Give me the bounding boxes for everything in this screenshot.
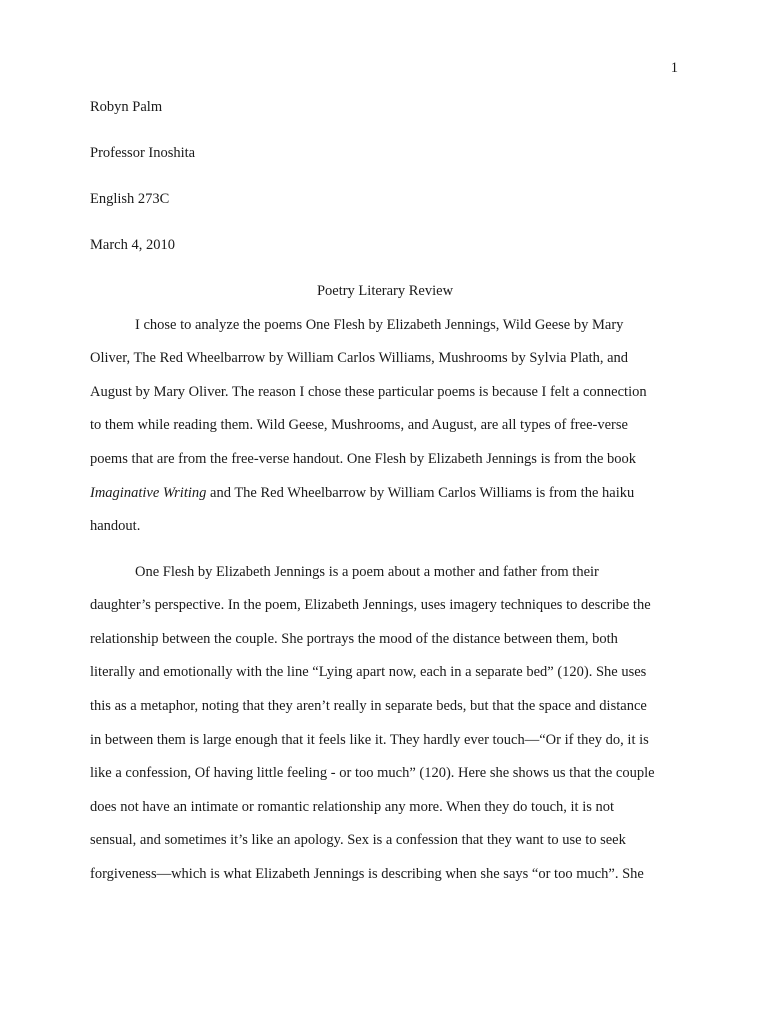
- document-title: Poetry Literary Review: [316, 282, 454, 299]
- paragraph-line: sensual, and sometimes it’s like an apology. Sex is a confession that they want to use to seek: [90, 832, 626, 849]
- paragraph-line: Oliver, The Red Wheelbarrow by William Carlos Williams, Mushrooms by Sylvia Plath, and: [90, 350, 629, 367]
- paragraph-spacing: [90, 544, 680, 556]
- paragraph-line: to them while reading them. Wild Geese, Mushrooms, and August, are all types of free-verse: [90, 417, 628, 434]
- author-name: Robyn Palm: [90, 99, 163, 115]
- course-name: English 273C: [90, 190, 170, 207]
- paragraph-line: relationship between the couple. She portrays the mood of the distance between them, both: [90, 630, 618, 647]
- paragraph-line: forgiveness—which is what Elizabeth Jennings is describing when she says “or too much”. She: [90, 866, 644, 883]
- book-title-italic: Imaginative Writing: [90, 484, 207, 501]
- paragraph-line: in between them is large enough that it feels like it. They hardly ever touch—“Or if they do, it is: [90, 731, 649, 748]
- paragraph-line: daughter’s perspective. In the poem, Elizabeth Jennings, uses imagery techniques to describe the: [90, 597, 651, 614]
- paragraph-intro: [90, 309, 680, 544]
- document-body: [90, 91, 680, 892]
- paragraph-line: this as a metaphor, noting that they aren’t really in separate beds, but that the space and distance: [90, 698, 647, 715]
- paragraph-line: poems that are from the free-verse handout. One Flesh by Elizabeth Jennings is from the book: [90, 450, 637, 467]
- paragraph-line: does not have an intimate or romantic relationship any more. When they do touch, it is not: [90, 798, 615, 815]
- paragraph-line: handout.: [90, 518, 141, 535]
- paragraph-line: One Flesh by Elizabeth Jennings is a poem about a mother and father from their: [135, 563, 599, 580]
- professor-name: Professor Inoshita: [90, 144, 196, 161]
- page-number: 1: [670, 60, 678, 76]
- paragraph-line: literally and emotionally with the line “Lying apart now, each in a separate bed” (120). She uses: [90, 664, 647, 681]
- paragraph-line: I chose to analyze the poems One Flesh by Elizabeth Jennings, Wild Geese by Mary: [135, 316, 624, 333]
- paragraph-line: like a confession, Of having little feeling - or too much” (120). Here she shows us that the couple: [90, 765, 655, 782]
- paragraph-line: [90, 477, 680, 511]
- document-date: March 4, 2010: [90, 236, 175, 253]
- paragraph-line-rest: and The Red Wheelbarrow by William Carlos Williams is from the haiku: [206, 484, 635, 501]
- paragraph-one-flesh: [90, 556, 680, 892]
- paragraph-line: August by Mary Oliver. The reason I chose these particular poems is because I felt a connection: [90, 383, 647, 400]
